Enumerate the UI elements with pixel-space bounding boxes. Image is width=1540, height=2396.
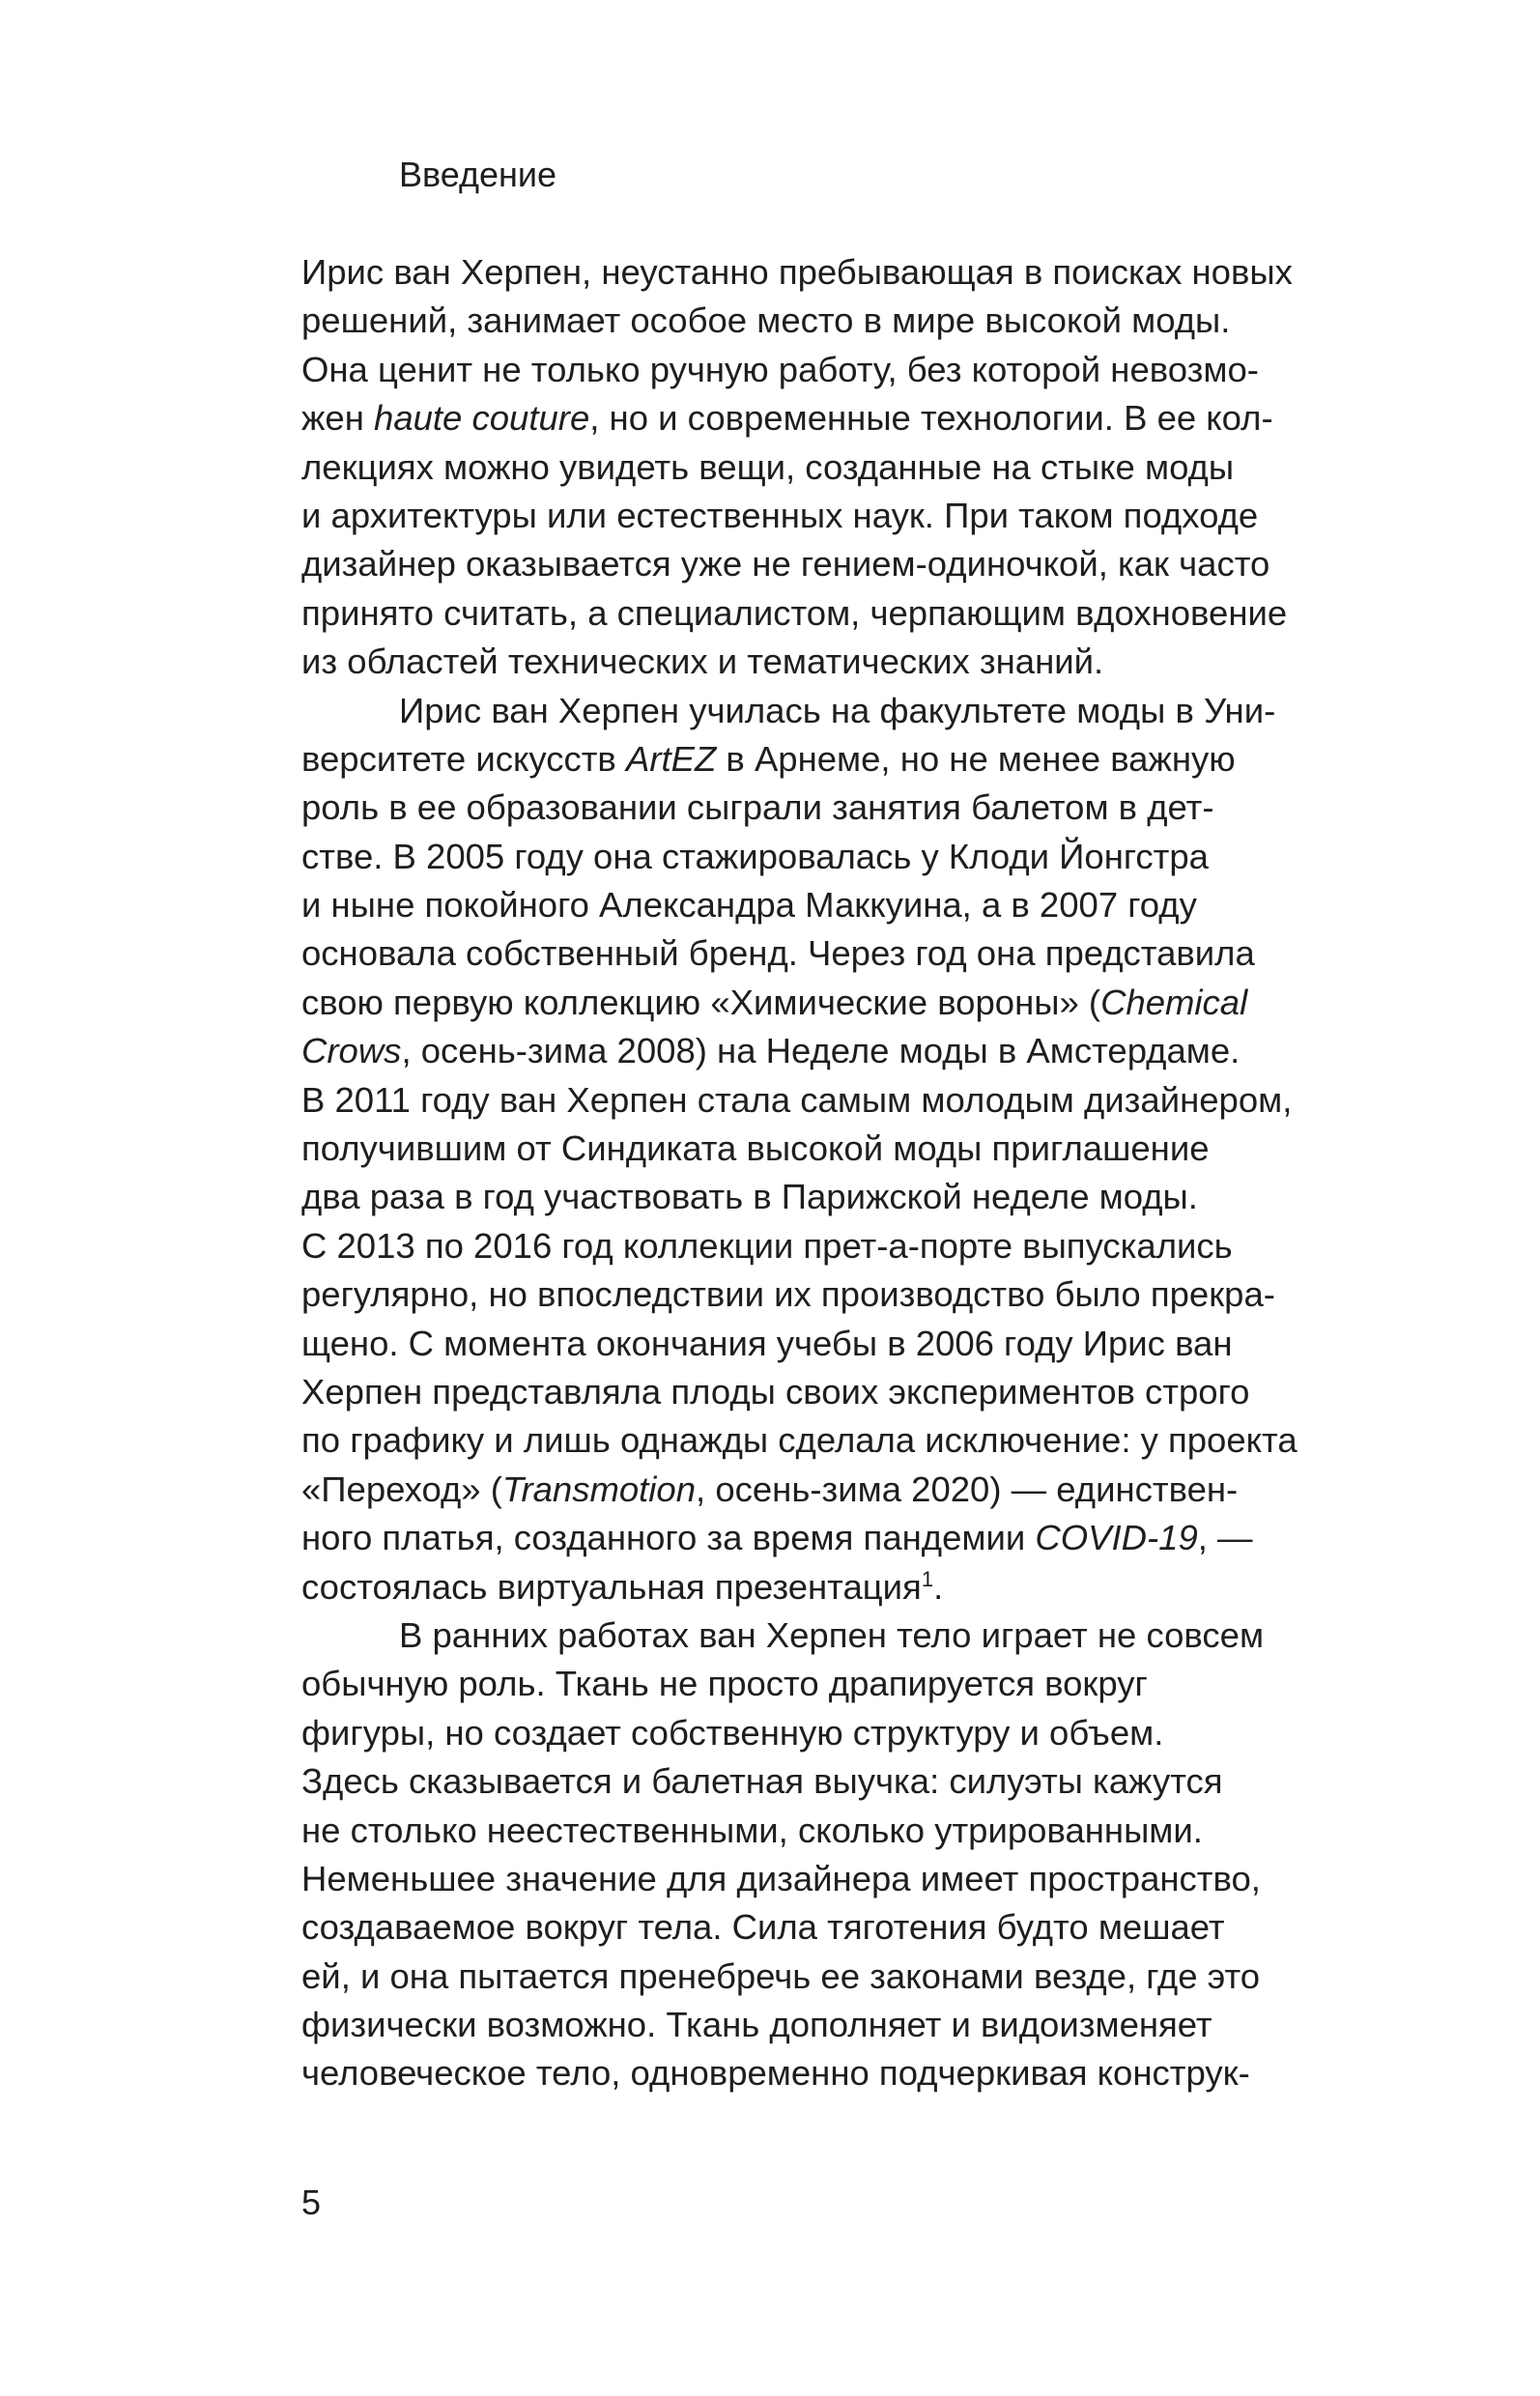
paragraph-2-line <box>301 1563 1383 1612</box>
text-segment: физически возможно. Ткань дополняет и видоизменяет <box>301 2005 1212 2045</box>
paragraph-1-line <box>301 394 1383 442</box>
chapter-title: Введение <box>399 155 557 194</box>
paragraph-2-line <box>301 929 1383 978</box>
paragraph-2-line <box>301 784 1383 832</box>
paragraph-2-line <box>301 1270 1383 1319</box>
paragraph-2-line <box>301 735 1383 784</box>
text-segment: Неменьшее значение для дизайнера имеет пространство, <box>301 1858 1261 1898</box>
paragraph-2-line <box>301 1416 1383 1465</box>
text-segment: не столько неестественными, сколько утрированными. <box>301 1810 1203 1850</box>
text-segment: регулярно, но впоследствии их производство было прекра- <box>301 1274 1275 1315</box>
text-segment: Ирис ван Херпен, неустанно пребывающая в поисках новых <box>301 252 1293 292</box>
paragraph-2-line <box>301 833 1383 881</box>
text-segment: В 2011 году ван Херпен стала самым молодым дизайнером, <box>301 1079 1293 1120</box>
paragraph-2-line <box>301 687 1383 735</box>
text-segment: ного платья, созданного за время пандемии <box>301 1518 1036 1558</box>
text-segment: , но и современные технологии. В ее кол- <box>589 398 1273 439</box>
text-segment: , осень-зима 2020) — единствен- <box>696 1469 1239 1509</box>
paragraph-3-line <box>301 1953 1383 2001</box>
text-segment: получившим от Синдиката высокой моды приглашение <box>301 1128 1210 1169</box>
paragraph-1-line <box>301 297 1383 345</box>
paragraph-1-line <box>301 638 1383 686</box>
text-segment: состоялась виртуальная презентация <box>301 1566 922 1607</box>
text-segment: роль в ее образовании сыграли занятия балетом в дет- <box>301 787 1214 828</box>
text-segment: Она ценит не только ручную работу, без которой невозмо- <box>301 349 1259 389</box>
text-segment: Херпен представляла плоды своих экспериментов строго <box>301 1371 1250 1412</box>
text-segment: создаваемое вокруг тела. Сила тяготения будто мешает <box>301 1907 1225 1948</box>
text-segment: . <box>933 1566 944 1607</box>
paragraph-2-line <box>301 1173 1383 1221</box>
paragraph-3-line <box>301 1660 1383 1708</box>
text-segment: два раза в год участвовать в Парижской неделе моды. <box>301 1177 1198 1217</box>
text-segment: обычную роль. Ткань не просто драпируется вокруг <box>301 1664 1148 1704</box>
paragraph-2-line <box>301 1222 1383 1270</box>
paragraph-2-line <box>301 1027 1383 1075</box>
body-text <box>301 248 1383 2098</box>
paragraph-1-line <box>301 589 1383 638</box>
text-segment: решений, занимает особое место в мире высокой моды. <box>301 300 1231 341</box>
text-segment: по графику и лишь однажды сделала исключение: у проекта <box>301 1420 1298 1461</box>
paragraph-1-line <box>301 540 1383 588</box>
text-segment: и архитектуры или естественных наук. При таком подходе <box>301 495 1259 535</box>
paragraph-3-line <box>301 1903 1383 1952</box>
text-segment: С 2013 по 2016 год коллекции прет-а-порте выпускались <box>301 1225 1233 1266</box>
paragraph-3-line <box>301 1855 1383 1903</box>
italic-text: ArtEZ <box>625 738 717 779</box>
paragraph-1-line <box>301 443 1383 492</box>
text-segment: ей, и она пытается пренебречь ее законами везде, где это <box>301 1955 1261 1996</box>
text-segment: жен <box>301 398 375 439</box>
text-segment: дизайнер оказывается уже не гением-одиночкой, как часто <box>301 544 1270 585</box>
paragraph-1-line <box>301 346 1383 394</box>
text-segment: «Переход» ( <box>301 1469 502 1509</box>
text-segment: лекциях можно увидеть вещи, созданные на стыке моды <box>301 446 1235 487</box>
page-number: 5 <box>301 2182 322 2222</box>
paragraph-3-line <box>301 1612 1383 1660</box>
text-segment: фигуры, но создает собственную структуру и объем. <box>301 1712 1164 1753</box>
text-segment: верситете искусств <box>301 738 626 779</box>
text-segment: человеческое тело, одновременно подчеркивая конструк- <box>301 2053 1250 2094</box>
text-segment: стве. В 2005 году она стажировалась у Клоди Йонгстра <box>301 836 1209 876</box>
paragraph-3-line <box>301 2001 1383 2049</box>
paragraph-2-line <box>301 1514 1383 1562</box>
paragraph-2-line <box>301 1368 1383 1416</box>
paragraph-3-line <box>301 1709 1383 1757</box>
footnote-ref[interactable]: 1 <box>921 1566 934 1591</box>
italic-text: COVID-19 <box>1035 1518 1198 1558</box>
paragraph-1-line <box>301 248 1383 297</box>
italic-text: Chemical <box>1100 982 1248 1022</box>
italic-text: Transmotion <box>501 1469 697 1509</box>
text-segment: щено. С момента окончания учебы в 2006 году Ирис ван <box>301 1323 1233 1363</box>
paragraph-3-line <box>301 1807 1383 1855</box>
text-segment: Ирис ван Херпен училась на факультете моды в Уни- <box>399 690 1276 730</box>
paragraph-2-line <box>301 1076 1383 1125</box>
text-segment: основала собственный бренд. Через год она представила <box>301 933 1255 974</box>
paragraph-2-line <box>301 881 1383 929</box>
text-segment: В ранних работах ван Херпен тело играет не совсем <box>399 1614 1265 1655</box>
paragraph-2-line <box>301 1125 1383 1173</box>
paragraph-2-line <box>301 1320 1383 1368</box>
text-segment: принято считать, а специалистом, черпающим вдохновение <box>301 592 1288 633</box>
italic-text: haute couture <box>374 398 590 439</box>
italic-text: Crows <box>301 1031 402 1071</box>
paragraph-2-line <box>301 979 1383 1027</box>
text-segment: и ныне покойного Александра Маккуина, а в 2007 году <box>301 885 1197 926</box>
paragraph-2-line <box>301 1466 1383 1514</box>
text-segment: , осень-зима 2008) на Неделе моды в Амстердаме. <box>401 1031 1241 1071</box>
paragraph-3-line <box>301 2049 1383 2097</box>
paragraph-1-line <box>301 492 1383 540</box>
text-segment: Здесь сказывается и балетная выучка: силуэты кажутся <box>301 1761 1223 1802</box>
paragraph-3-line <box>301 1757 1383 1806</box>
text-segment: в Арнеме, но не менее важную <box>716 738 1236 779</box>
text-segment: из областей технических и тематических знаний. <box>301 642 1104 682</box>
text-segment: , — <box>1197 1518 1253 1558</box>
text-segment: свою первую коллекцию «Химические вороны» ( <box>301 982 1101 1022</box>
